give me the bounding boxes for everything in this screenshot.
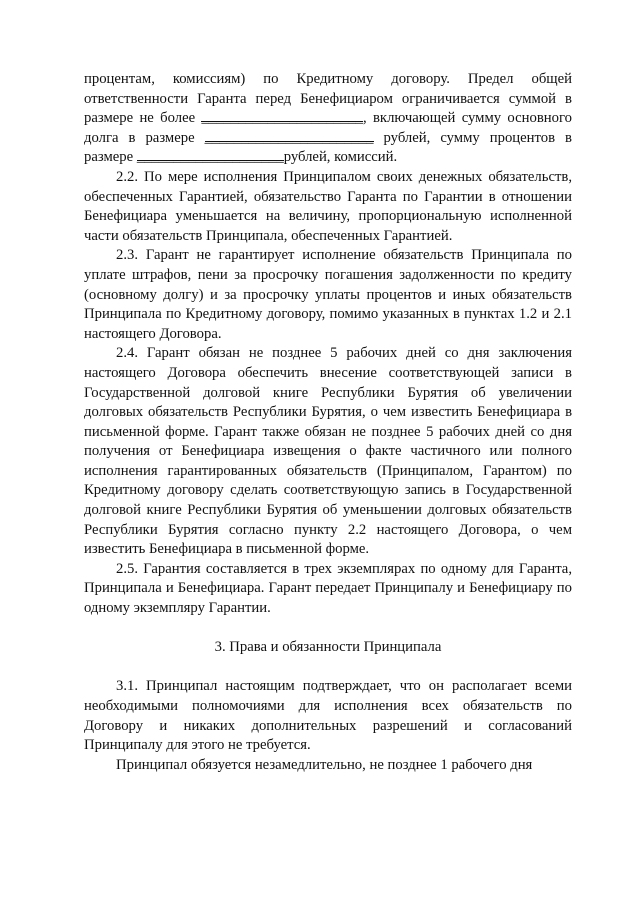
paragraph-2-4: 2.4. Гарант обязан не позднее 5 рабочих дней со дня заключения настоящего Договора обеспечить внесение соответствующей записи в Государственной долговой книге Республики Бурятия об увеличении долговых обязательств Республики Бурятия, о чем известить Бенефициара в письменной форме. Гарант также обязан не позднее 5 рабочих дней со дня получения от Бенефициара извещения о факте частичного или полного исполнения гарантированных обязательств (Принципалом, Гарантом) по Кредитному договору сделать соответствующую запись в Государственной долговой книге Республики Бурятия об уменьшении долговых обязательств Республики Бурятия согласно пункту 2.2 настоящего Договора, о чем известить Бенефициара в письменной форме. (84, 345, 572, 558)
paragraph-2-5: 2.5. Гарантия составляется в трех экземплярах по одному для Гаранта, Принципала и Бенефициара. Гарант передает Принципалу и Бенефициару по одному экземпляру Гарантии. (84, 560, 572, 617)
paragraph-3-2: Принципал обязуется незамедлительно, не позднее 1 рабочего дня (116, 756, 533, 773)
text-run: рублей, комиссий. (283, 149, 398, 166)
section-heading: 3. Права и обязанности Принципала (214, 639, 442, 656)
spacer (84, 658, 572, 678)
paragraph-continuation (84, 70, 572, 168)
document-body (84, 70, 572, 775)
blank-line-total-amount: ______________________ (201, 110, 364, 127)
paragraph-2-2: 2.2. По мере исполнения Принципалом своих денежных обязательств, обеспеченных Гарантией, обязательство Гаранта по Гарантии в отношении Бенефициара уменьшается на величину, пропорциональную исполненной части обязательств Принципала, обеспеченных Гарантией. (84, 168, 572, 244)
paragraph-2-3: 2.3. Гарант не гарантирует исполнение обязательств Принципала по уплате штрафов, пени за просрочку погашения задолженности по кредиту (основному долгу) и за просрочку уплаты процентов и иных обязательств Принципала по Кредитному договору, помимо указанных в пунктах 1.2 и 2.1 настоящего Договора. (84, 247, 572, 342)
text-run: , включающей сумму основного долга в размере (84, 110, 572, 146)
paragraph-3-1: 3.1. Принципал настоящим подтверждает, что он располагает всеми необходимыми полномочиями для исполнения всех обязательств по Договору и никаких дополнительных разрешений и согласований Принципалу для этого не требуется. (84, 678, 572, 754)
blank-line-interest-amount: ____________________ (136, 149, 284, 166)
text-run: процентам, комиссиям) по Кредитному договору. Предел общей ответственности Гаранта перед Бенефициаром ограничивается суммой в размере не более (84, 71, 572, 127)
blank-line-principal-amount: _______________________ (204, 129, 374, 146)
text-run: рублей, сумму процентов в размере (84, 129, 572, 166)
spacer (84, 619, 572, 639)
